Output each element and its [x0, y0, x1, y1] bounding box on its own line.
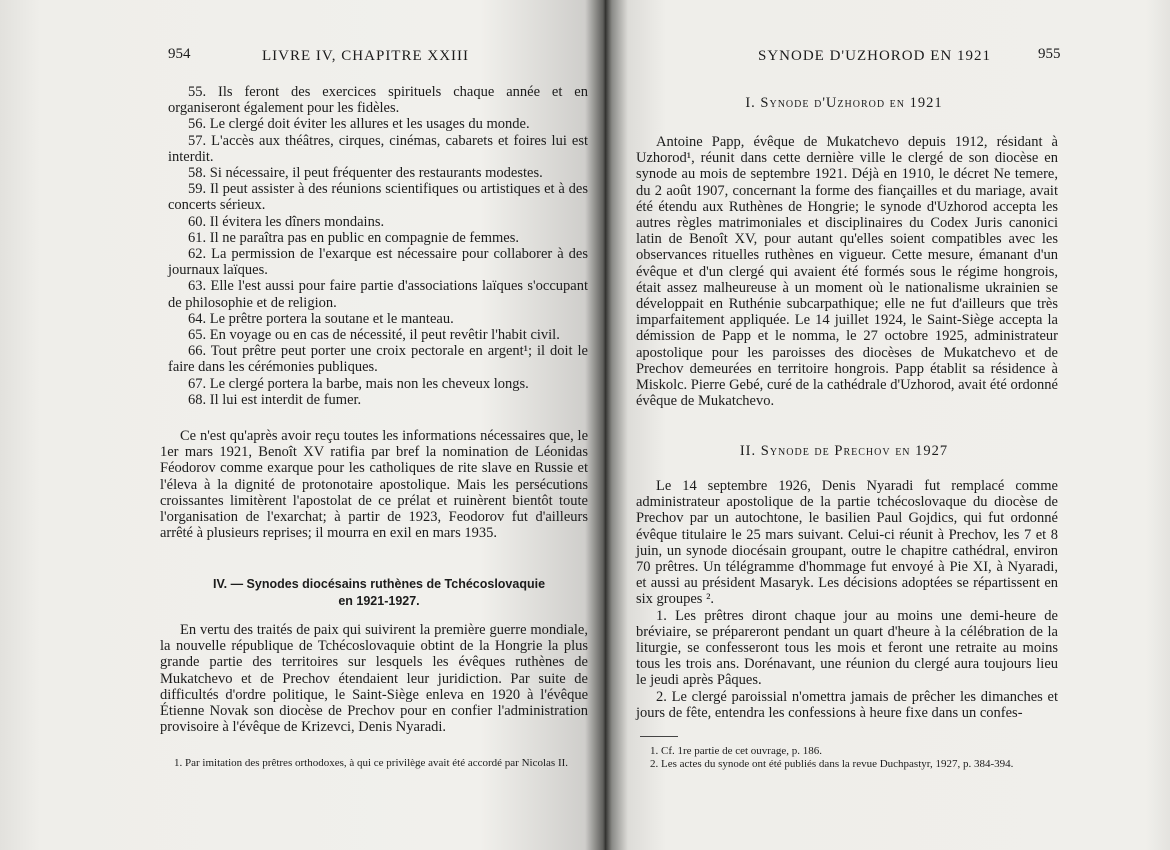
list-item: 1. Les prêtres diront chaque jour au moins une demi-heure de bréviaire, se prépareront pendant un quart d'heure à la célébration de la liturgie, se confesseront tous les mois et feront une retraite au moins tous les trois ans. Dorénavant, une réunion du clergé aura toujours lieu le jeudi après Pâques. [636, 607, 1058, 689]
paragraph-text: Antoine Papp, évêque de Mukatchevo depuis 1912, résidant à Uzhorod¹, réunit dans cette dernière ville le clergé de son diocèse en synode au mois de septembre 1921. Déjà en 1910, le décret Ne temere, du 2 août 1907, concernant la forme des fiançailles et du mariage, avait été étendu aux Ruthènes de Hongrie; le synode d'Uzhorod accepta les autres règles matrimoniales et disciplinaires du Codex Juris canonici latin de Benoît XV, pour autant qu'elles soient compatibles avec les observances rituelles ruthènes en vigueur. Cette mesure, émanant d'un évêque et d'un clergé qui avaient été formés sous le régime hongrois, était assez malheureuse à un moment où le nationalisme ukrainien se développait en Ruthénie subcarpathique; elle ne fut d'ailleurs que très imparfaitement appliquée. Le 14 juillet 1924, le Saint-Siège accepta la démission de Papp et le nomma, le 27 octobre 1925, administrateur apostolique pour les paroisses des diocèses de Mukatchevo et de Prechov demeurées en territoire hongrois. Papp établit sa résidence à Miskolc. Pierre Gebé, curé de la cathédrale d'Uzhorod, avait été ordonné évêque de Mukatchevo. [636, 134, 1058, 410]
right-page [606, 0, 1170, 850]
footnote-rule [640, 736, 678, 737]
list-item: 61. Il ne paraîtra pas en public en compagnie de femmes. [188, 229, 519, 246]
section-title: II. Synode de Prechov en 1927 [739, 443, 949, 459]
page-number: 955 [1038, 46, 1061, 62]
list-item: 60. Il évitera les dîners mondains. [188, 213, 385, 230]
list-item: 64. Le prêtre portera la soutane et le manteau. [188, 310, 454, 327]
section-heading-line: IV. — Synodes diocésains ruthènes de Tchécoslovaquie [212, 577, 546, 591]
list-item: 57. L'accès aux théâtres, cirques, cinémas, cabarets et foires lui est interdit. [168, 132, 588, 165]
paragraph-text: En vertu des traités de paix qui suivirent la première guerre mondiale, la nouvelle république de Tchécoslovaquie obtint de la Hongrie la plus grande partie des territoires sur lesquels les évêques ruthènes de Mukatchevo et de Prechov étendaient leur juridiction. Par suite de difficultés d'ordre politique, le Saint-Siège enleva en 1920 à l'évêque Étienne Novak son diocèse de Prechov pour en confier l'administration provisoire à l'évêque de Krizevci, Denis Nyaradi. [160, 622, 588, 736]
list-item: 62. La permission de l'exarque est nécessaire pour collaborer à des journaux laïques. [168, 246, 588, 279]
rules-list [168, 84, 588, 408]
footnote: 1. Cf. 1re partie de cet ouvrage, p. 186. [650, 745, 822, 757]
list-item: 63. Elle l'est aussi pour faire partie d'associations laïques s'occupant de philosophie et de religion. [168, 278, 588, 311]
paragraph [636, 478, 1058, 721]
running-head: LIVRE IV, CHAPITRE XXIII [262, 48, 470, 64]
paragraph-text: Ce n'est qu'après avoir reçu toutes les informations nécessaires que, le 1er mars 1921, Benoît XV ratifia par bref la nomination de Léonidas Féodorov comme exarque pour les catholiques de rite slave en Russie et l'éleva à la dignité de protonotaire apostolique. Mais les persécutions croissantes limitèrent l'apostolat de ce prélat et ruinèrent bientôt toute l'organisation de l'exarchat; à partir de 1923, Feodorov fut d'ailleurs arrêté à plusieurs reprises; il mourra en exil en mars 1935. [160, 428, 588, 542]
section-heading [170, 576, 588, 610]
list-item: 2. Le clergé paroissial n'omettra jamais de prêcher les dimanches et jours de fête, entendra les confessions à heure fixe dans un confes- [636, 688, 1058, 721]
list-item: 65. En voyage ou en cas de nécessité, il peut revêtir l'habit civil. [188, 327, 560, 344]
list-item: 58. Si nécessaire, il peut fréquenter des restaurants modestes. [188, 165, 543, 182]
list-item: 68. Il lui est interdit de fumer. [188, 391, 362, 408]
footnote: 1. Par imitation des prêtres orthodoxes, à qui ce privilège avait été accordé par Nicolas II. [174, 757, 569, 769]
list-item: 66. Tout prêtre peut porter une croix pectorale en argent¹; il doit le faire dans les cérémonies publiques. [168, 343, 588, 376]
paragraph [636, 134, 1058, 409]
list-item: 56. Le clergé doit éviter les allures et les usages du monde. [188, 116, 530, 133]
footnotes [636, 745, 1058, 771]
footnote: 2. Les actes du synode ont été publiés dans la revue Duchpastyr, 1927, p. 384-394. [650, 758, 1014, 770]
list-item: 59. Il peut assister à des réunions scientifiques ou artistiques et à des concerts sérieux. [168, 181, 588, 214]
page-number: 954 [168, 46, 191, 62]
section-title: I. Synode d'Uzhorod en 1921 [745, 95, 943, 111]
paragraph [160, 428, 588, 541]
list-item: 67. Le clergé portera la barbe, mais non les cheveux longs. [188, 375, 529, 392]
list-item: 55. Ils feront des exercices spirituels chaque année et en organiseront également pour les fidèles. [168, 84, 588, 117]
section-heading-line: en 1921-1927. [338, 594, 420, 608]
paragraph [160, 622, 588, 735]
paragraph-text: Le 14 septembre 1926, Denis Nyaradi fut remplacé comme administrateur apostolique de la partie tchécoslovaque du diocèse de Prechov par un autochtone, le basilien Paul Gojdics, qui fut ordonné évêque titulaire le 25 mars suivant. Celui-ci réunit à Prechov, les 7 et 8 juin, un synode diocésain groupant, outre le chapitre cathédral, environ 70 prêtres. Un télégramme d'hommage fut envoyé à Pie XI, à Nyaradi, et aussi au président Masaryk. Les décisions adoptées se répartissent en six groupes ². [636, 478, 1058, 608]
running-head: SYNODE D'UZHOROD EN 1921 [758, 48, 991, 64]
